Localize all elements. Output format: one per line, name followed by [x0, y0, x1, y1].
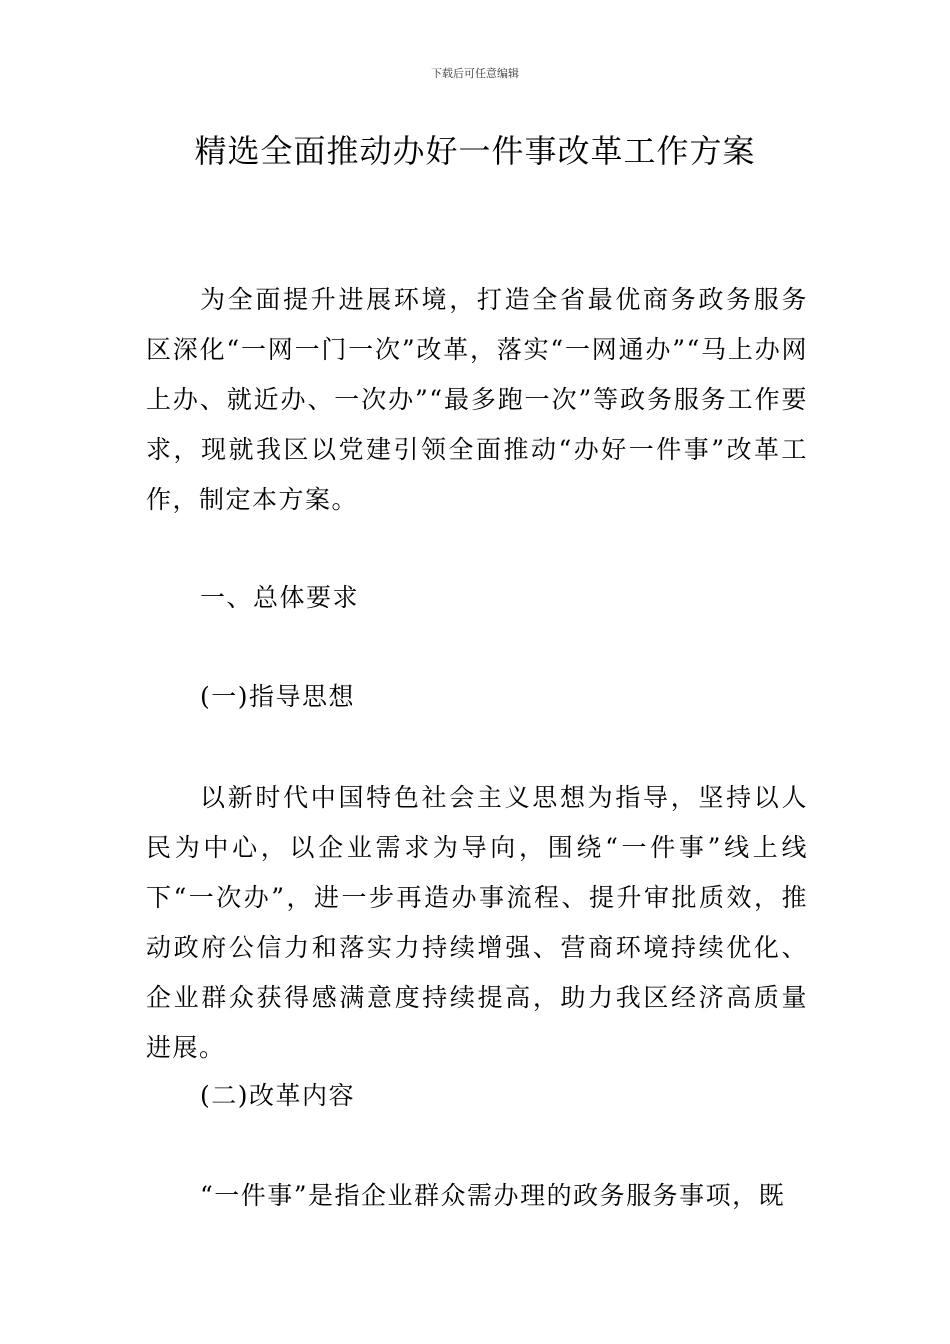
guiding-ideology-paragraph: 以新时代中国特色社会主义思想为指导，坚持以人民为中心，以企业需求为导向，围绕“一件事”线上线下“一次办”，进一步再造办事流程、提升审批质效，推动政府公信力和落实力持续增强、营商环境持续优化、企业群众获得感满意度持续提高，助力我区经济高质量进展。 — [146, 783, 808, 1062]
section-heading-general-requirements: 一、总体要求 — [200, 583, 360, 612]
subsection-heading-reform-content: (二)改革内容 — [200, 1081, 356, 1110]
header-note: 下载后可任意编辑 — [431, 67, 519, 80]
document-title: 精选全面推动办好一件事改革工作方案 — [194, 132, 756, 170]
intro-paragraph: 为全面提升进展环境，打造全省最优商务政务服务区深化“一网一门一次”改革，落实“一网通办”“马上办网上办、就近办、一次办”“最多跑一次”等政务服务工作要求，现就我区以党建引领全面推动“办好一件事”改革工作，制定本方案。 — [146, 285, 808, 514]
subsection-heading-guiding-ideology: (一)指导思想 — [200, 682, 356, 711]
reform-content-paragraph: “一件事”是指企业群众需办理的政务服务事项，既 — [200, 1181, 786, 1210]
